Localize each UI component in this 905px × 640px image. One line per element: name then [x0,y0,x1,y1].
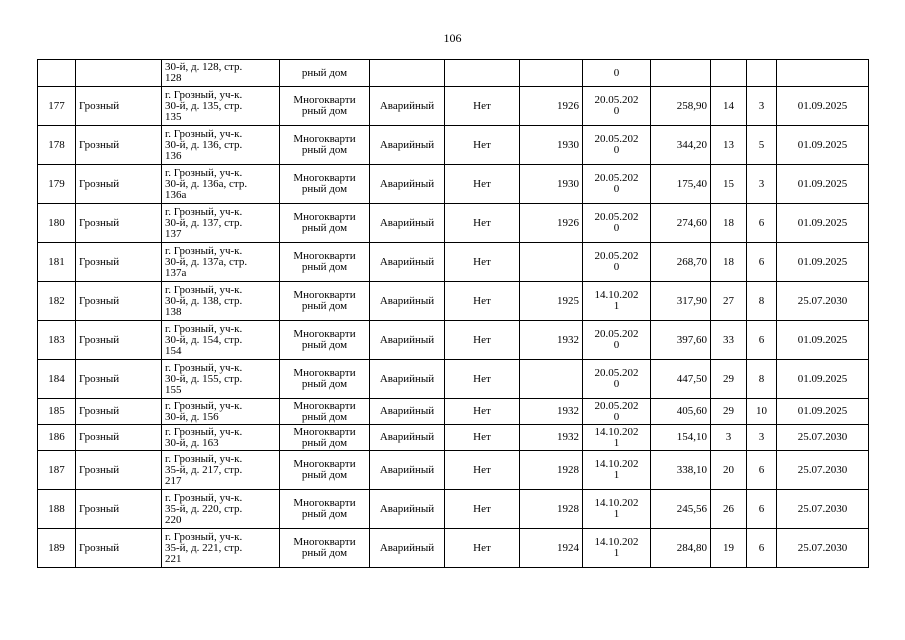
building-type-line: рный дом [301,378,348,390]
residents-count-cell: 26 [711,490,747,529]
address-cell [162,529,280,568]
address-line: 136а [165,188,187,201]
address-cell [162,282,280,321]
year-built-cell [520,60,583,87]
building-type-cell [280,126,370,165]
deadline-date-cell: 01.09.2025 [777,165,869,204]
address-cell [162,165,280,204]
address-line: 35-й, д. 220, стр. [165,502,243,515]
building-type-line: Многокварти [293,172,356,184]
recognition-date-line: 20.05.202 [594,367,639,379]
recognition-date-line: 20.05.202 [594,399,639,412]
recognition-date-line: 14.10.202 [594,497,639,509]
recognition-date-line: 1 [613,547,620,559]
building-type-line: рный дом [301,339,348,351]
table-row [38,243,869,282]
deadline-date-cell: 25.07.2030 [777,451,869,490]
area-cell: 175,40 [651,165,711,204]
area-cell: 344,20 [651,126,711,165]
recognition-date-line: 0 [613,339,620,351]
flag-cell: Нет [445,425,520,451]
table-row [38,490,869,529]
residents-count-cell: 14 [711,87,747,126]
address-cell [162,490,280,529]
address-cell [162,126,280,165]
address-cell [162,87,280,126]
building-type-line: Многокварти [293,458,356,470]
address-cell [162,243,280,282]
flag-cell: Нет [445,243,520,282]
area-cell: 245,56 [651,490,711,529]
building-type-line: Многокварти [293,497,356,509]
recognition-date-line: 0 [613,66,620,79]
address-line: 30-й, д. 135, стр. [165,99,243,112]
recognition-date-cell [583,529,651,568]
building-type-line: рный дом [301,261,348,273]
address-cell [162,399,280,425]
address-line: 217 [165,474,182,487]
address-line: г. Грозный, уч-к. [165,205,243,218]
year-built-cell: 1926 [520,204,583,243]
apartments-count-cell: 8 [747,282,777,321]
row-number-cell [38,60,76,87]
recognition-date-line: 20.05.202 [594,328,639,340]
table-row [38,321,869,360]
city-cell [76,60,162,87]
area-cell: 258,90 [651,87,711,126]
residents-count-cell: 27 [711,282,747,321]
city-cell: Грозный [76,399,162,425]
building-type-cell [280,399,370,425]
building-type-cell [280,60,370,87]
recognition-date-line: 14.10.202 [594,458,639,470]
city-cell: Грозный [76,87,162,126]
address-line: г. Грозный, уч-к. [165,166,243,179]
recognition-date-cell [583,60,651,87]
area-cell: 268,70 [651,243,711,282]
apartments-count-cell: 6 [747,204,777,243]
year-built-cell: 1932 [520,399,583,425]
address-line: 135 [165,110,182,123]
address-line: г. Грозный, уч-к. [165,283,243,296]
status-cell: Аварийный [370,360,445,399]
recognition-date-cell [583,451,651,490]
flag-cell: Нет [445,529,520,568]
city-cell: Грозный [76,126,162,165]
apartments-count-cell: 5 [747,126,777,165]
table-row [38,360,869,399]
address-line: г. Грозный, уч-к. [165,530,243,543]
building-type-line: рный дом [301,436,348,449]
row-number-cell: 187 [38,451,76,490]
address-line: 138 [165,305,182,318]
flag-cell: Нет [445,87,520,126]
building-type-line: рный дом [301,183,348,195]
area-cell: 397,60 [651,321,711,360]
table-row [38,399,869,425]
table-row [38,126,869,165]
apartments-count-cell: 6 [747,490,777,529]
status-cell: Аварийный [370,204,445,243]
recognition-date-line: 0 [613,378,620,390]
table-body [38,60,869,568]
address-line: 35-й, д. 217, стр. [165,463,243,476]
city-cell: Грозный [76,451,162,490]
address-line: 137 [165,227,182,240]
address-line: г. Грозный, уч-к. [165,88,243,101]
status-cell: Аварийный [370,490,445,529]
table-row [38,529,869,568]
recognition-date-line: 0 [613,144,620,156]
building-type-line: рный дом [301,222,348,234]
apartments-count-cell [747,60,777,87]
building-type-cell [280,321,370,360]
status-cell: Аварийный [370,425,445,451]
row-number-cell: 178 [38,126,76,165]
residents-count-cell: 13 [711,126,747,165]
flag-cell: Нет [445,360,520,399]
deadline-date-cell: 25.07.2030 [777,529,869,568]
deadline-date-cell: 01.09.2025 [777,204,869,243]
year-built-cell: 1932 [520,425,583,451]
recognition-date-line: 20.05.202 [594,94,639,106]
deadline-date-cell: 25.07.2030 [777,282,869,321]
address-line: 30-й, д. 136а, стр. [165,177,248,190]
table-row [38,87,869,126]
apartments-count-cell: 3 [747,165,777,204]
status-cell: Аварийный [370,321,445,360]
city-cell: Грозный [76,425,162,451]
year-built-cell: 1928 [520,451,583,490]
residents-count-cell: 29 [711,399,747,425]
building-type-line: рный дом [301,547,348,559]
recognition-date-line: 14.10.202 [594,536,639,548]
address-line: г. Грозный, уч-к. [165,452,243,465]
building-type-cell [280,529,370,568]
building-type-cell [280,87,370,126]
recognition-date-line: 0 [613,261,620,273]
row-number-cell: 189 [38,529,76,568]
row-number-cell: 181 [38,243,76,282]
table-row [38,425,869,451]
address-cell [162,321,280,360]
address-line: 30-й, д. 155, стр. [165,372,243,385]
flag-cell: Нет [445,165,520,204]
address-line: 30-й, д. 163 [165,436,219,449]
page-number: 106 [443,31,462,45]
residents-count-cell: 18 [711,204,747,243]
deadline-date-cell: 25.07.2030 [777,490,869,529]
address-cell [162,60,280,87]
recognition-date-cell [583,126,651,165]
year-built-cell: 1926 [520,87,583,126]
address-line: 30-й, д. 156 [165,410,219,423]
table-row [38,204,869,243]
building-type-cell [280,451,370,490]
building-type-line: рный дом [301,144,348,156]
address-cell [162,204,280,243]
recognition-date-cell [583,204,651,243]
building-type-line: Многокварти [293,94,356,106]
residents-count-cell: 18 [711,243,747,282]
apartments-count-cell: 6 [747,451,777,490]
housing-registry-table [37,59,869,568]
address-line: 30-й, д. 154, стр. [165,333,243,346]
flag-cell: Нет [445,321,520,360]
recognition-date-line: 20.05.202 [594,172,639,184]
residents-count-cell: 3 [711,425,747,451]
deadline-date-cell: 01.09.2025 [777,126,869,165]
address-line: 137а [165,266,187,279]
status-cell: Аварийный [370,282,445,321]
area-cell: 284,80 [651,529,711,568]
building-type-line: Многокварти [293,536,356,548]
city-cell: Грозный [76,282,162,321]
apartments-count-cell: 6 [747,243,777,282]
row-number-cell: 179 [38,165,76,204]
building-type-cell [280,204,370,243]
address-line: 154 [165,344,182,357]
residents-count-cell: 33 [711,321,747,360]
row-number-cell: 184 [38,360,76,399]
address-line: 220 [165,513,182,526]
address-line: г. Грозный, уч-к. [165,399,243,412]
recognition-date-line: 0 [613,105,620,117]
building-type-line: рный дом [301,410,348,423]
apartments-count-cell: 8 [747,360,777,399]
status-cell: Аварийный [370,451,445,490]
address-line: 221 [165,552,182,565]
building-type-line: рный дом [301,469,348,481]
status-cell: Аварийный [370,399,445,425]
table-row [38,165,869,204]
building-type-line: рный дом [301,300,348,312]
building-type-cell [280,165,370,204]
area-cell: 317,90 [651,282,711,321]
year-built-cell [520,243,583,282]
year-built-cell: 1925 [520,282,583,321]
table-row [38,451,869,490]
recognition-date-cell [583,165,651,204]
recognition-date-cell [583,87,651,126]
area-cell: 274,60 [651,204,711,243]
recognition-date-line: 0 [613,410,620,423]
recognition-date-cell [583,425,651,451]
building-type-line: рный дом [301,105,348,117]
address-line: г. Грозный, уч-к. [165,322,243,335]
year-built-cell: 1930 [520,165,583,204]
building-type-line: Многокварти [293,250,356,262]
city-cell: Грозный [76,243,162,282]
address-line: 30-й, д. 137, стр. [165,216,243,229]
residents-count-cell: 29 [711,360,747,399]
building-type-cell [280,425,370,451]
residents-count-cell: 20 [711,451,747,490]
recognition-date-line: 1 [613,508,620,520]
residents-count-cell: 15 [711,165,747,204]
city-cell: Грозный [76,490,162,529]
building-type-line: Многокварти [293,133,356,145]
recognition-date-cell [583,490,651,529]
flag-cell: Нет [445,490,520,529]
flag-cell [445,60,520,87]
area-cell: 338,10 [651,451,711,490]
year-built-cell: 1932 [520,321,583,360]
building-type-cell [280,282,370,321]
recognition-date-line: 1 [613,300,620,312]
address-line: г. Грозный, уч-к. [165,361,243,374]
building-type-line: Многокварти [293,399,356,412]
building-type-line: рный дом [301,66,348,79]
row-number-cell: 185 [38,399,76,425]
residents-count-cell: 19 [711,529,747,568]
recognition-date-cell [583,282,651,321]
apartments-count-cell: 3 [747,87,777,126]
table-row [38,60,869,87]
row-number-cell: 186 [38,425,76,451]
flag-cell: Нет [445,451,520,490]
address-line: 30-й, д. 138, стр. [165,294,243,307]
status-cell: Аварийный [370,529,445,568]
status-cell: Аварийный [370,243,445,282]
building-type-cell [280,243,370,282]
row-number-cell: 177 [38,87,76,126]
row-number-cell: 188 [38,490,76,529]
year-built-cell: 1930 [520,126,583,165]
recognition-date-line: 1 [613,436,620,449]
address-line: 30-й, д. 136, стр. [165,138,243,151]
apartments-count-cell: 3 [747,425,777,451]
status-cell: Аварийный [370,126,445,165]
building-type-line: Многокварти [293,328,356,340]
deadline-date-cell [777,60,869,87]
city-cell: Грозный [76,204,162,243]
deadline-date-cell: 01.09.2025 [777,360,869,399]
residents-count-cell [711,60,747,87]
address-line: 30-й, д. 128, стр. [165,61,243,73]
year-built-cell: 1924 [520,529,583,568]
building-type-line: Многокварти [293,367,356,379]
city-cell: Грозный [76,165,162,204]
address-line: 30-й, д. 137а, стр. [165,255,248,268]
recognition-date-cell [583,399,651,425]
recognition-date-cell [583,321,651,360]
building-type-line: Многокварти [293,289,356,301]
recognition-date-line: 14.10.202 [594,425,639,438]
recognition-date-cell [583,360,651,399]
flag-cell: Нет [445,282,520,321]
recognition-date-line: 1 [613,469,620,481]
recognition-date-line: 20.05.202 [594,211,639,223]
address-line: 35-й, д. 221, стр. [165,541,243,554]
deadline-date-cell: 01.09.2025 [777,243,869,282]
deadline-date-cell: 01.09.2025 [777,399,869,425]
recognition-date-cell [583,243,651,282]
recognition-date-line: 20.05.202 [594,133,639,145]
recognition-date-line: 20.05.202 [594,250,639,262]
area-cell: 405,60 [651,399,711,425]
address-line: 128 [165,72,182,84]
recognition-date-line: 0 [613,222,620,234]
area-cell: 447,50 [651,360,711,399]
deadline-date-cell: 01.09.2025 [777,321,869,360]
recognition-date-line: 0 [613,183,620,195]
address-line: 155 [165,383,182,396]
city-cell: Грозный [76,360,162,399]
flag-cell: Нет [445,126,520,165]
city-cell: Грозный [76,321,162,360]
table-row [38,282,869,321]
apartments-count-cell: 6 [747,529,777,568]
status-cell [370,60,445,87]
deadline-date-cell: 01.09.2025 [777,87,869,126]
row-number-cell: 183 [38,321,76,360]
building-type-cell [280,360,370,399]
building-type-cell [280,490,370,529]
address-line: г. Грозный, уч-к. [165,127,243,140]
apartments-count-cell: 6 [747,321,777,360]
apartments-count-cell: 10 [747,399,777,425]
flag-cell: Нет [445,204,520,243]
row-number-cell: 182 [38,282,76,321]
building-type-line: рный дом [301,508,348,520]
address-cell [162,451,280,490]
area-cell: 154,10 [651,425,711,451]
address-line: 136 [165,149,182,162]
area-cell [651,60,711,87]
recognition-date-line: 14.10.202 [594,289,639,301]
status-cell: Аварийный [370,87,445,126]
building-type-line: Многокварти [293,425,356,438]
year-built-cell: 1928 [520,490,583,529]
address-line: г. Грозный, уч-к. [165,244,243,257]
flag-cell: Нет [445,399,520,425]
status-cell: Аварийный [370,165,445,204]
address-line: г. Грозный, уч-к. [165,491,243,504]
deadline-date-cell: 25.07.2030 [777,425,869,451]
building-type-line: Многокварти [293,211,356,223]
address-cell [162,425,280,451]
address-cell [162,360,280,399]
address-line: г. Грозный, уч-к. [165,425,243,438]
year-built-cell [520,360,583,399]
city-cell: Грозный [76,529,162,568]
row-number-cell: 180 [38,204,76,243]
